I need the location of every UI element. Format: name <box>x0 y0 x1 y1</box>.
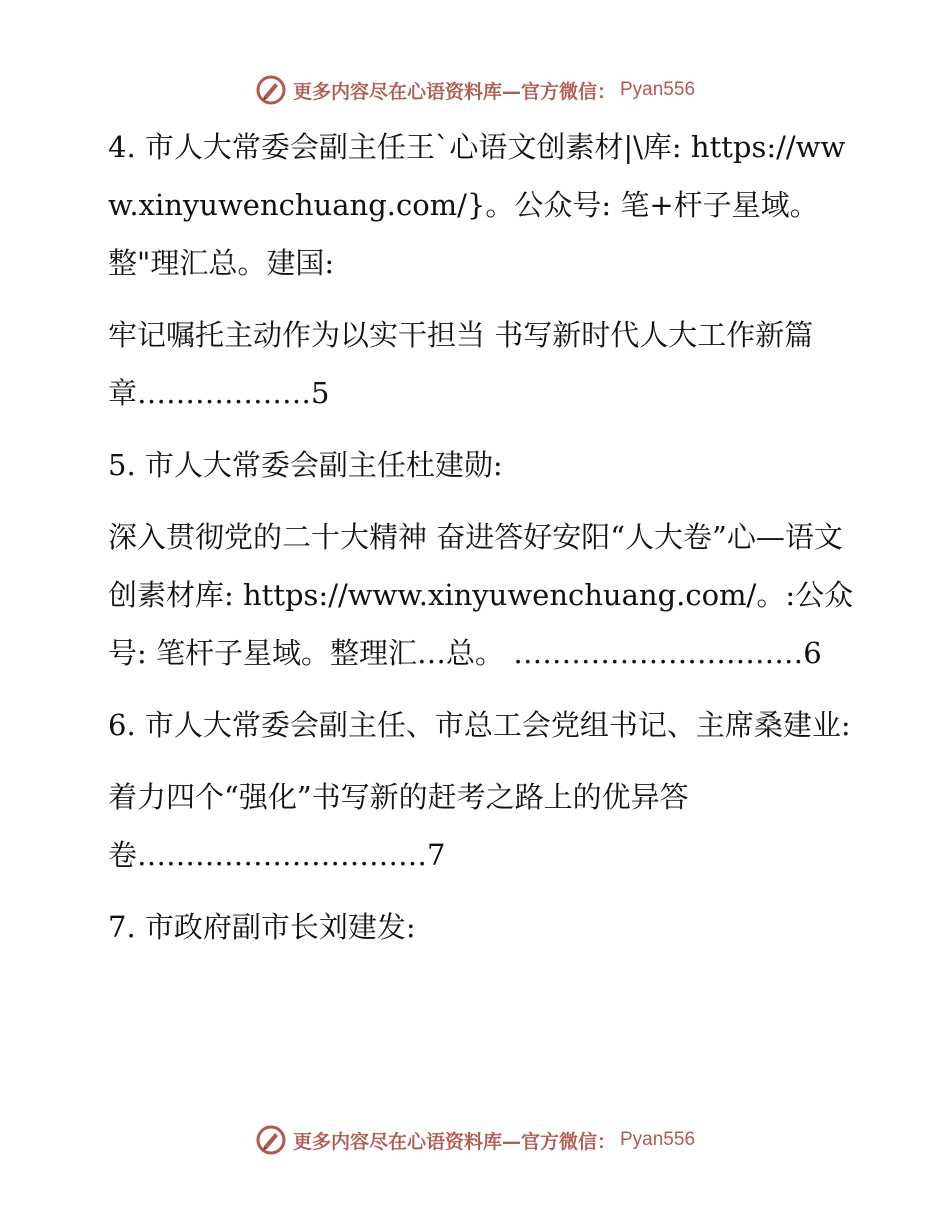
toc-entry-5-heading: 5. 市人大常委会副主任杜建勋: <box>108 448 503 482</box>
pen-in-circle-logo <box>255 74 287 106</box>
toc-entry-4-title: 牢记嘱托主动作为以实干担当 书写新时代人大工作新篇章………………5 <box>108 318 814 410</box>
toc-entry-6-heading: 6. 市人大常委会副主任、市总工会党组书记、主席桑建业: <box>108 708 851 742</box>
header-banner-text: 更多内容尽在心语资料库—官方微信： <box>292 80 616 103</box>
page-footer-banner <box>0 1120 950 1160</box>
toc-entry-7-heading: 7. 市政府副市长刘建发: <box>108 910 416 944</box>
page-header-banner <box>0 70 950 110</box>
header-banner-id: Pyan556 <box>620 79 696 100</box>
toc-entry-4-heading: 4. 市人大常委会副主任王`心语文创素材|\库: https://www.xinyuwenchuang.com/}。公众号: 笔+杆子星域。整"理汇总。建国: <box>108 130 846 280</box>
pen-in-circle-logo <box>255 1124 287 1156</box>
document-body <box>98 118 858 970</box>
footer-banner-id: Pyan556 <box>620 1129 696 1150</box>
footer-banner-text: 更多内容尽在心语资料库—官方微信： <box>292 1130 616 1153</box>
toc-entry-5-title: 深入贯彻党的二十大精神 奋进答好安阳“人大卷”心—语文创素材库: https://www.xinyuwenchuang.com/。:公众号: 笔杆子星域。整理汇…总。 …………………………6 <box>108 520 854 670</box>
toc-entry-6-title: 着力四个“强化”书写新的赶考之路上的优异答卷…………………………7 <box>108 780 689 872</box>
